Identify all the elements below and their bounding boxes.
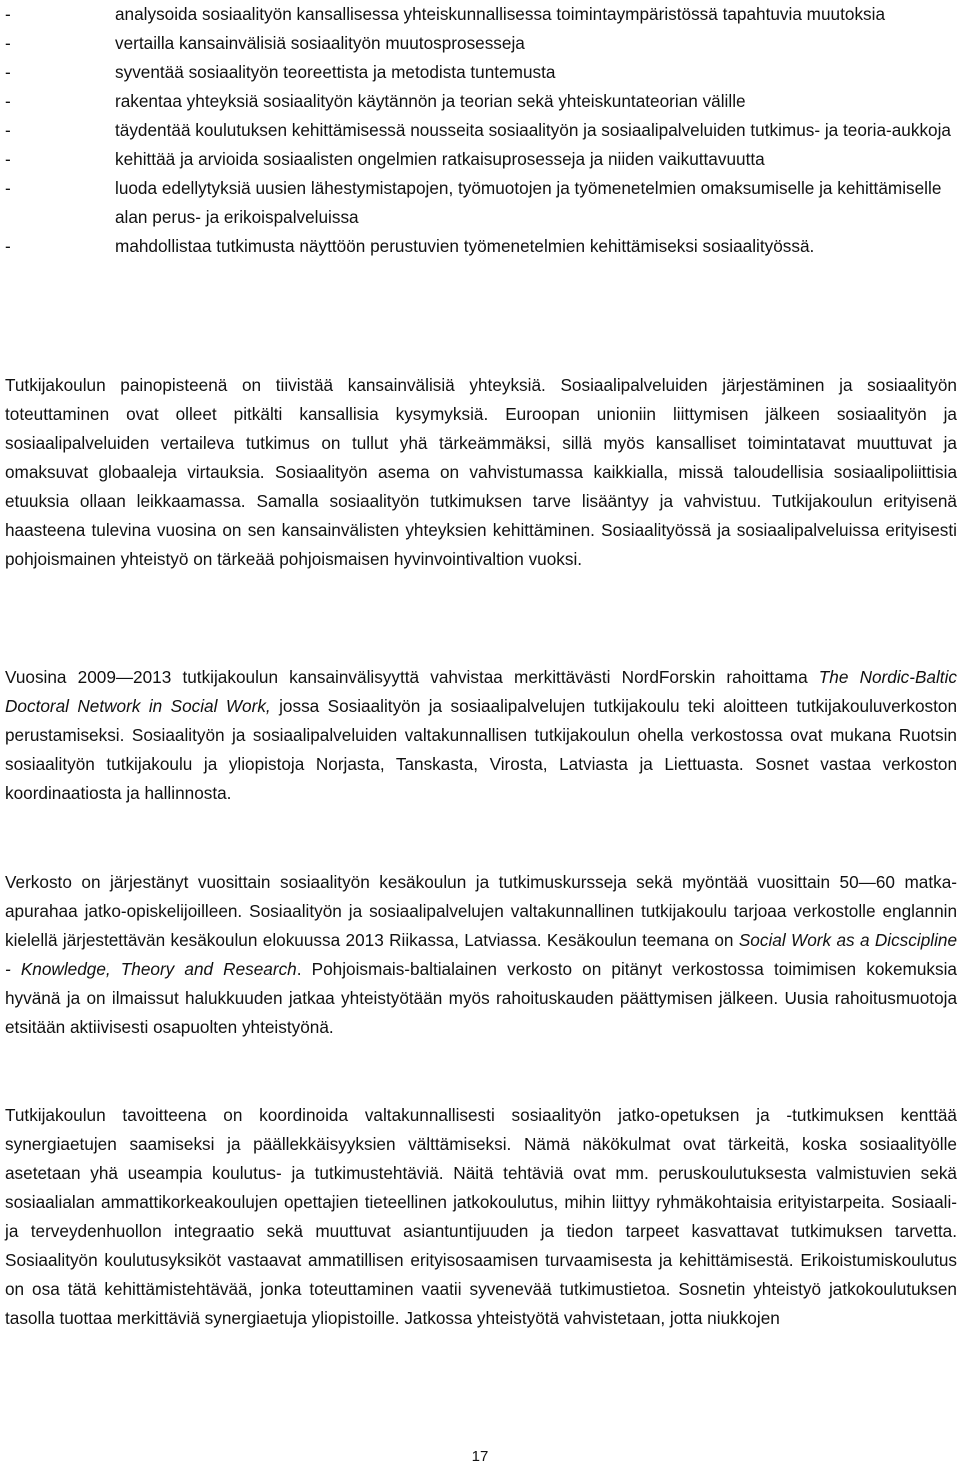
list-item-text: syventää sosiaalityön teoreettista ja metodista tuntemusta <box>115 62 556 82</box>
list-item <box>5 58 955 87</box>
page-number: 17 <box>471 1448 489 1465</box>
list-dash: - <box>5 91 11 111</box>
list-item-text: luoda edellytyksiä uusien lähestymistapojen, työmuotojen ja työmenetelmien omaksumiselle ja kehittämiselle alan perus- ja erikoispalveluissa <box>115 178 942 227</box>
paragraph-text: . Pohjoismais-baltialainen verkosto on pitänyt verkostossa toimimisen kokemuksia hyvänä ja on ilmaissut halukkuuden jatkaa yhteistyötään myös rahoituskauden päättymisen jälkeen. Uusia rahoitusmuotoja etsitään aktiivisesti osapuolten yhteistyönä. <box>5 959 957 1037</box>
list-dash: - <box>5 236 11 256</box>
list-item <box>5 174 955 232</box>
objectives-list <box>5 0 955 261</box>
network-name-italic: The Nordic-Baltic Doctoral Network in Social Work, <box>5 667 957 716</box>
paragraph-text: Vuosina 2009—2013 tutkijakoulun kansainvälisyyttä vahvistaa merkittävästi NordForskin rahoittama <box>5 667 819 687</box>
list-dash: - <box>5 62 11 82</box>
list-item-text: mahdollistaa tutkimusta näyttöön perustuvien työmenetelmien kehittämiseksi sosiaalityössä. <box>115 236 815 256</box>
list-item-text: analysoida sosiaalityön kansallisessa yhteiskunnallisessa toimintaympäristössä tapahtuvia muutoksia <box>115 4 886 24</box>
paragraph-summer-school <box>5 868 957 1042</box>
list-item <box>5 232 955 261</box>
list-item-text: rakentaa yhteyksiä sosiaalityön käytännön ja teorian sekä yhteiskuntateorian välille <box>115 91 746 111</box>
list-item <box>5 0 955 29</box>
paragraph-text: jossa Sosiaalityön ja sosiaalipalvelujen tutkijakoulu teki aloitteen tutkijakouluverkoston perustamiseksi. Sosiaalityön ja sosiaalipalveluiden valtakunnallisen tutkijakoulun ohella verkostossa ovat mukana Ruotsin sosiaalityön tutkijakoulu ja yliopistoja Norjasta, Tanskasta, Virosta, Latviasta ja Liettuasta. Sosnet vastaa verkoston koordinaatiosta ja hallinnosta. <box>5 696 958 803</box>
list-dash: - <box>5 120 11 140</box>
paragraph-coordination-goal: Tutkijakoulun tavoitteena on koordinoida valtakunnallisesti sosiaalityön jatko-opetuksen ja -tutkimuksen kenttää synergiaetujen saamiseksi ja päällekkäisyyksien välttämiseksi. Nämä näkökulmat ovat tärkeitä, koska sosiaalityölle asetetaan yhä useampia koulutus- ja tutkimustehtäviä. Näitä tehtäviä ovat mm. peruskoulutuksesta valmistuvien sekä sosiaalialan ammattikorkeakoulujen opettajien tieteellinen jatkokoulutus, mihin liittyy ryhmäkohtaisia erityistarpeita. Sosiaali- ja terveydenhuollon integraatio sekä muuttuvat asiantuntijuuden ja tiedon tarpeet kasvattavat tutkimuksen tarvetta. Sosiaalityön koulutusyksiköt vastaavat ammatillisen erityisosaamisen turvaamisesta ja kehittämisestä. Erikoistumiskoulutus on osa tätä kehittämistehtävää, jonka toteuttaminen vaatii syvenevää tutkimustietoa. Sosnetin yhteistyö jatkokoulutuksen tasolla tuottaa merkittäviä synergiaetuja yliopistoille. Jatkossa yhteistyötä vahvistetaan, jotta niukkojen <box>5 1105 957 1328</box>
list-item <box>5 29 955 58</box>
list-dash: - <box>5 178 11 198</box>
list-item <box>5 87 955 116</box>
list-dash: - <box>5 4 11 24</box>
list-item-text: täydentää koulutuksen kehittämisessä nousseita sosiaalityön ja sosiaalipalveluiden tutkimus- ja teoria-aukkoja <box>115 120 951 140</box>
list-dash: - <box>5 149 11 169</box>
paragraph-nordic-network <box>5 663 957 808</box>
list-dash: - <box>5 33 11 53</box>
paragraph-international-focus: Tutkijakoulun painopisteenä on tiivistää kansainvälisiä yhteyksiä. Sosiaalipalveluiden järjestäminen ja sosiaalityön toteuttaminen ovat olleet pitkälti kansallisia kysymyksiä. Euroopan unioniin liittymisen jälkeen sosiaalityön ja sosiaalipalveluiden vertaileva tutkimus on tullut yhä tärkeämmäksi, sillä myös kansalliset toimintatavat muuttuvat ja omaksuvat globaaleja virtauksia. Sosiaalityön asema on vahvistumassa kaikkialla, missä taloudellisia sosiaalipoliittisia etuuksia ollaan leikkaamassa. Samalla sosiaalityön tutkimuksen tarve lisääntyy ja vahvistuu. Tutkijakoulun erityisenä haasteena tulevina vuosina on sen kansainvälisten yhteyksien kehittäminen. Sosiaalityössä ja sosiaalipalveluissa erityisesti pohjoismainen yhteistyö on tärkeää pohjoismaisen hyvinvointivaltion vuoksi. <box>5 375 957 569</box>
list-item-text: vertailla kansainvälisiä sosiaalityön muutosprosesseja <box>115 33 525 53</box>
list-item <box>5 145 955 174</box>
list-item-text: kehittää ja arvioida sosiaalisten ongelmien ratkaisuprosesseja ja niiden vaikuttavuutta <box>115 149 765 169</box>
list-item <box>5 116 955 145</box>
summer-school-theme-italic: Social Work as a Dicscipline - Knowledge, Theory and Research <box>5 930 958 979</box>
paragraph-text: Verkosto on järjestänyt vuosittain sosiaalityön kesäkoulun ja tutkimuskursseja sekä myöntää vuosittain 50—60 matka-apurahaa jatko-opiskelijoilleen. Sosiaalityön ja sosiaalipalvelujen valtakunnallinen tutkijakoulu tarjoaa verkostolle englannin kielellä järjestettävän kesäkoulun elokuussa 2013 Riikassa, Latviassa. Kesäkoulun teemana on <box>5 872 957 950</box>
